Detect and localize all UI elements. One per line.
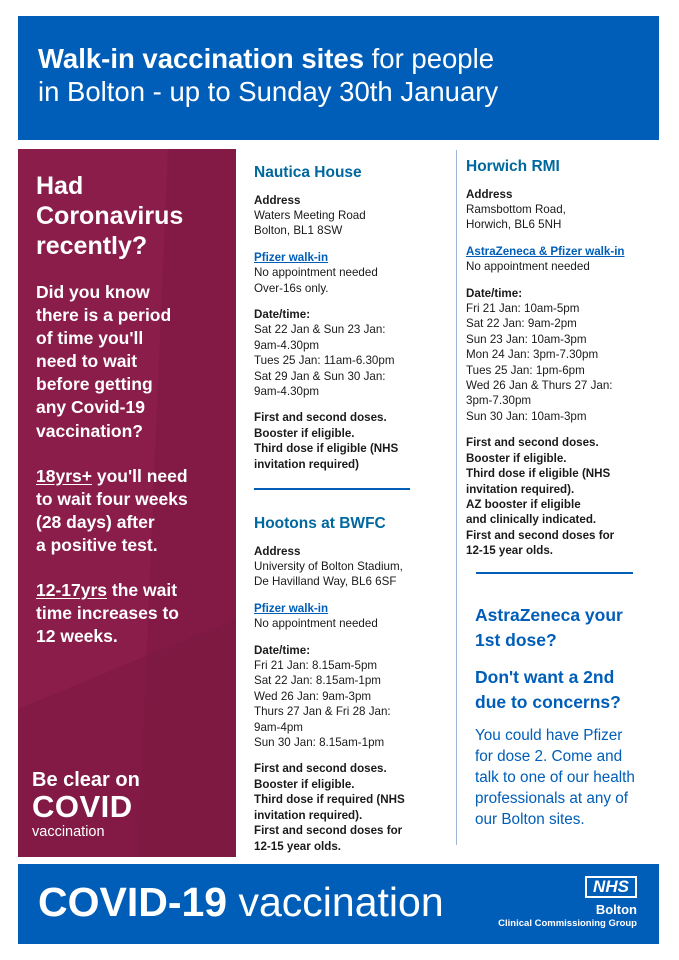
- site-name: Nautica House: [254, 164, 362, 181]
- nhs-logo: NHS: [585, 876, 637, 898]
- site-hootons-bwfc: Hootons at BWFC Address University of Bolton Stadium, De Havilland Way, BL6 6SF Pfizer walk-in No appointment needed Date/time: Fri 21 Jan: 8.15am-5pm Sat 22 Jan: 8.15am-1pm Wed 26 Jan: 9am-3pm Thurs 27 Jan & Fri 28 Jan: 9am-4pm Sun 30 Jan: 8.15am-1pm First and second doses. Booster if eligible. Third dose if required (NHS invitation required). First and second doses for 12-15 year olds.: [254, 514, 444, 854]
- panel-heading: Had Coronavirus recently?: [36, 172, 184, 260]
- footer-title: COVID-19 vaccination: [38, 879, 444, 925]
- divider: [476, 572, 633, 574]
- header-title-line2: in Bolton - up to Sunday 30th January: [38, 76, 499, 107]
- page-footer: [18, 864, 659, 944]
- column-divider: [456, 150, 457, 845]
- site-name: Hootons at BWFC: [254, 515, 386, 532]
- az-answer: You could have Pfizer for dose 2. Come and talk to one of our health professionals at any of our Bolton sites.: [475, 727, 635, 829]
- az-question-2: Don't want a 2nd due to concerns?: [475, 666, 621, 712]
- astrazeneca-second-dose-info: [475, 603, 665, 831]
- astrazeneca-pfizer-walk-in-link[interactable]: AstraZeneca & Pfizer walk-in: [466, 244, 625, 258]
- panel-intro: Did you know there is a period of time you'll need to wait before getting any Covid-19 vaccination?: [36, 282, 172, 441]
- site-nautica-house: Nautica House Address Waters Meeting Road Bolton, BL1 8SW Pfizer walk-in No appointment needed Over-16s only. Date/time: Sat 22 Jan & Sun 23 Jan: 9am-4.30pm Tues 25 Jan: 11am-6.30pm Sat 29 Jan & Sun 30 Jan: 9am-4.30pm First and second doses. Booster if eligible. Third dose if eligible (NHS invitation required): [254, 163, 444, 472]
- ccg-name: Bolton Clinical Commissioning Group: [498, 902, 637, 929]
- teen-wait-info: 12-17yrs the wait time increases to 12 weeks.: [36, 580, 179, 647]
- pfizer-walk-in-link[interactable]: Pfizer walk-in: [254, 601, 329, 615]
- coronavirus-info-panel: [18, 149, 236, 857]
- header-title-line1: Walk-in vaccination sites for people: [38, 43, 494, 74]
- campaign-logo: Be clear on COVID vaccination: [32, 768, 140, 840]
- pfizer-walk-in-link[interactable]: Pfizer walk-in: [254, 250, 329, 264]
- site-horwich-rmi: Horwich RMI Address Ramsbottom Road, Horwich, BL6 5NH AstraZeneca & Pfizer walk-in No appointment needed Date/time: Fri 21 Jan: 10am-5pm Sat 22 Jan: 9am-2pm Sun 23 Jan: 10am-3pm Mon 24 Jan: 3pm-7.30pm Tues 25 Jan: 1pm-6pm Wed 26 Jan & Thurs 27 Jan: 3pm-7.30pm Sun 30 Jan: 10am-3pm First and second doses. Booster if eligible. Third dose if eligible (NHS invitation required). AZ booster if eligible and clinically indicated. First and second doses for 12-15 year olds.: [466, 157, 656, 559]
- adult-wait-info: 18yrs+ you'll need to wait four weeks (28 days) after a positive test.: [36, 465, 188, 555]
- divider: [254, 488, 410, 490]
- site-name: Horwich RMI: [466, 158, 560, 175]
- page-header: [18, 16, 659, 140]
- az-question-1: AstraZeneca your 1st dose?: [475, 605, 623, 650]
